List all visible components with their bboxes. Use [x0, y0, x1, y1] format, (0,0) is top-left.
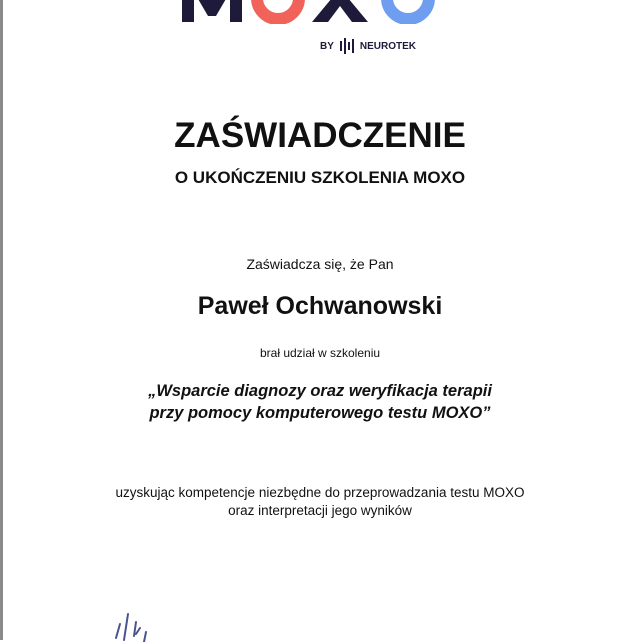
recipient-name: Paweł Ochwanowski [197, 292, 443, 320]
by-neurotek [320, 38, 416, 54]
course-title-line2: przy pomocy komputerowego testu MOXO” [149, 404, 491, 422]
certificate-title: ZAŚWIADCZENIE [174, 116, 466, 155]
neurotek-label: NEUROTEK [359, 40, 417, 52]
by-label: BY [320, 40, 334, 52]
outcome-line2: oraz interpretacji jego wyników [228, 503, 412, 518]
course-title-line1: „Wsparcie diagnozy oraz weryfikacja terapii [148, 382, 492, 400]
neurotek-logo-icon [340, 38, 354, 54]
outcome-text [0, 484, 640, 520]
intro-text: Zaświadcza się, że Pan [246, 256, 394, 272]
participation-text: brał udział w szkoleniu [259, 346, 381, 360]
outcome-line1: uzyskując kompetencje niezbędne do przeprowadzania testu MOXO [115, 485, 525, 500]
signature [110, 612, 170, 642]
certificate-subtitle: O UKOŃCZENIU SZKOLENIA MOXO [174, 168, 466, 187]
moxo-logo [178, 0, 442, 24]
course-title [0, 380, 640, 424]
